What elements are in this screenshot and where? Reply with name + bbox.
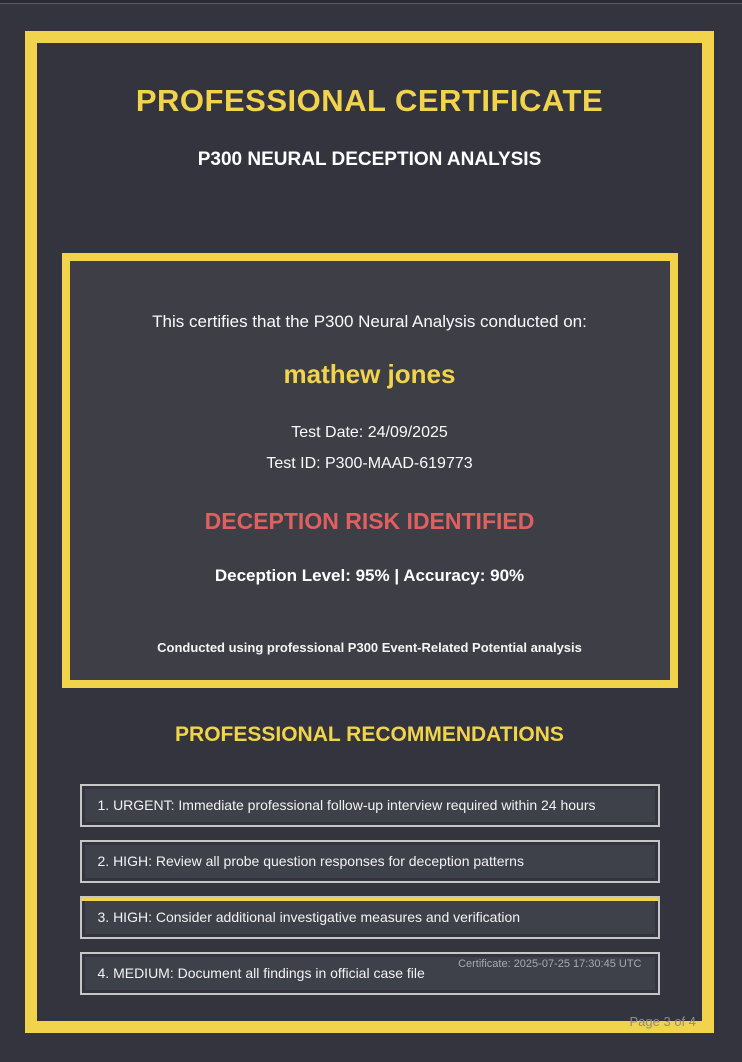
recommendation-text: 3. HIGH: Consider additional investigative measures and verification	[85, 901, 655, 934]
deception-metrics: Deception Level: 95% | Accuracy: 90%	[214, 566, 525, 586]
certificate-title: PROFESSIONAL CERTIFICATE	[135, 83, 604, 118]
test-date: Test Date: 24/09/2025	[291, 424, 448, 442]
certifies-statement: This certifies that the P300 Neural Analysis conducted on:	[152, 312, 587, 332]
recommendation-row	[80, 784, 660, 827]
recommendation-row	[80, 896, 660, 939]
page-top-edge	[0, 0, 742, 4]
subject-name: mathew jones	[283, 359, 456, 390]
recommendation-text: 4. MEDIUM: Document all findings in official case file	[85, 957, 655, 990]
certificate-detail-panel	[62, 253, 678, 688]
recommendation-text: 2. HIGH: Review all probe question responses for deception patterns	[85, 845, 655, 878]
test-id: Test ID: P300-MAAD-619773	[266, 455, 473, 473]
method-note: Conducted using professional P300 Event-Related Potential analysis	[157, 640, 582, 656]
recommendation-row	[80, 952, 660, 995]
page-number: Page 3 of 4	[629, 1014, 696, 1029]
recommendations-list	[80, 784, 660, 995]
certificate-subtitle: P300 NEURAL DECEPTION ANALYSIS	[197, 148, 542, 170]
certificate-timestamp: Certificate: 2025-07-25 17:30:45 UTC	[458, 957, 642, 970]
recommendation-text: 1. URGENT: Immediate professional follow-up interview required within 24 hours	[85, 789, 655, 822]
risk-status: DECEPTION RISK IDENTIFIED	[204, 508, 535, 535]
certificate-outer-frame	[25, 31, 714, 1033]
recommendation-row	[80, 840, 660, 883]
recommendations-heading: PROFESSIONAL RECOMMENDATIONS	[175, 723, 564, 747]
